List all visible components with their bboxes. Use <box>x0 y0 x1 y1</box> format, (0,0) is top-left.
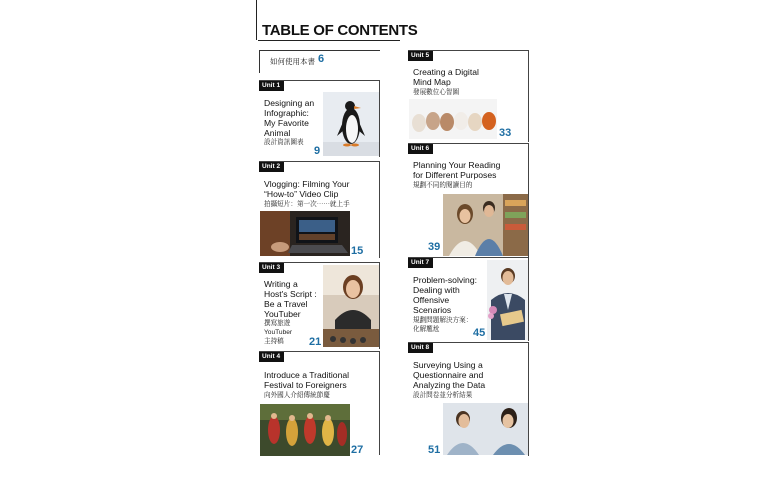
title-underline <box>258 40 400 41</box>
unit-title: Problem-solving: Dealing with Offensive Scenarios <box>413 275 477 315</box>
unit-badge: Unit 1 <box>259 81 284 91</box>
unit-card-7[interactable] <box>408 257 529 341</box>
unit-page-number: 21 <box>309 336 322 348</box>
unit-badge: Unit 3 <box>259 263 284 273</box>
festival-dancers-photo <box>260 404 350 456</box>
eggs-photo <box>409 99 497 139</box>
unit-title: Vlogging: Filming Your “How-to” Video Clip <box>264 179 350 199</box>
unit-card-2[interactable] <box>259 161 380 258</box>
unit-subtitle: 設計問卷並分析結果 <box>413 392 473 399</box>
unit-page-number: 15 <box>351 245 364 257</box>
unit-subtitle: 拍攝短片：第一次⋯⋯就上手 <box>264 201 350 208</box>
unit-title: Creating a Digital Mind Map <box>413 67 479 87</box>
unit-page-number: 51 <box>428 444 441 456</box>
laptop-photo <box>260 211 350 256</box>
unit-title: Writing a Host's Script : Be a Travel YouTuber <box>264 279 317 319</box>
sorry-sign-man-photo <box>487 260 528 340</box>
unit-title: Introduce a Traditional Festival to Foreigners <box>264 370 350 390</box>
unit-card-1[interactable] <box>259 80 380 157</box>
unit-badge: Unit 6 <box>408 144 433 154</box>
penguin-photo <box>323 92 379 156</box>
unit-subtitle: 規劃不同的閱讀目的 <box>413 182 473 189</box>
header-left-rule <box>256 0 257 40</box>
unit-card-4[interactable] <box>259 351 380 455</box>
unit-badge: Unit 7 <box>408 258 433 268</box>
unit-subtitle: 向外國人介紹傳統節慶 <box>264 392 330 399</box>
unit-card-6[interactable] <box>408 143 529 257</box>
unit-badge: Unit 4 <box>259 352 284 362</box>
unit-badge: Unit 2 <box>259 162 284 172</box>
unit-badge: Unit 5 <box>408 51 433 61</box>
unit-page-number: 27 <box>351 444 364 456</box>
unit-subtitle: 設計資訊圖表 <box>264 139 304 146</box>
unit-page-number: 9 <box>314 145 321 157</box>
unit-card-3[interactable] <box>259 262 380 349</box>
unit-card-5[interactable] <box>408 50 529 142</box>
unit-title: Surveying Using a Questionnaire and Analyzing the Data <box>413 360 486 390</box>
unit-badge: Unit 8 <box>408 343 433 353</box>
how-to-use-page-number[interactable]: 6 <box>318 53 325 65</box>
travel-youtuber-photo <box>323 265 379 347</box>
unit-subtitle: 規劃問題解決方案： 化解尷尬 <box>413 317 473 333</box>
unit-subtitle: 撰寫旅遊 YouTuber 主持稿 <box>264 320 293 345</box>
unit-subtitle: 發展數位心智圖 <box>413 89 460 96</box>
unit-title: Designing an Infographic: My Favorite Animal <box>264 98 315 138</box>
unit-card-8[interactable] <box>408 342 529 456</box>
unit-title: Planning Your Reading for Different Purposes <box>413 160 501 180</box>
unit-page-number: 39 <box>428 241 441 253</box>
how-to-use-label: 如何使用本書 <box>270 57 315 66</box>
page-title: TABLE OF CONTENTS <box>262 22 418 39</box>
unit-page-number: 33 <box>499 127 512 139</box>
grocery-couple-photo <box>443 194 528 256</box>
people-talking-photo <box>443 403 528 455</box>
unit-page-number: 45 <box>473 327 486 339</box>
